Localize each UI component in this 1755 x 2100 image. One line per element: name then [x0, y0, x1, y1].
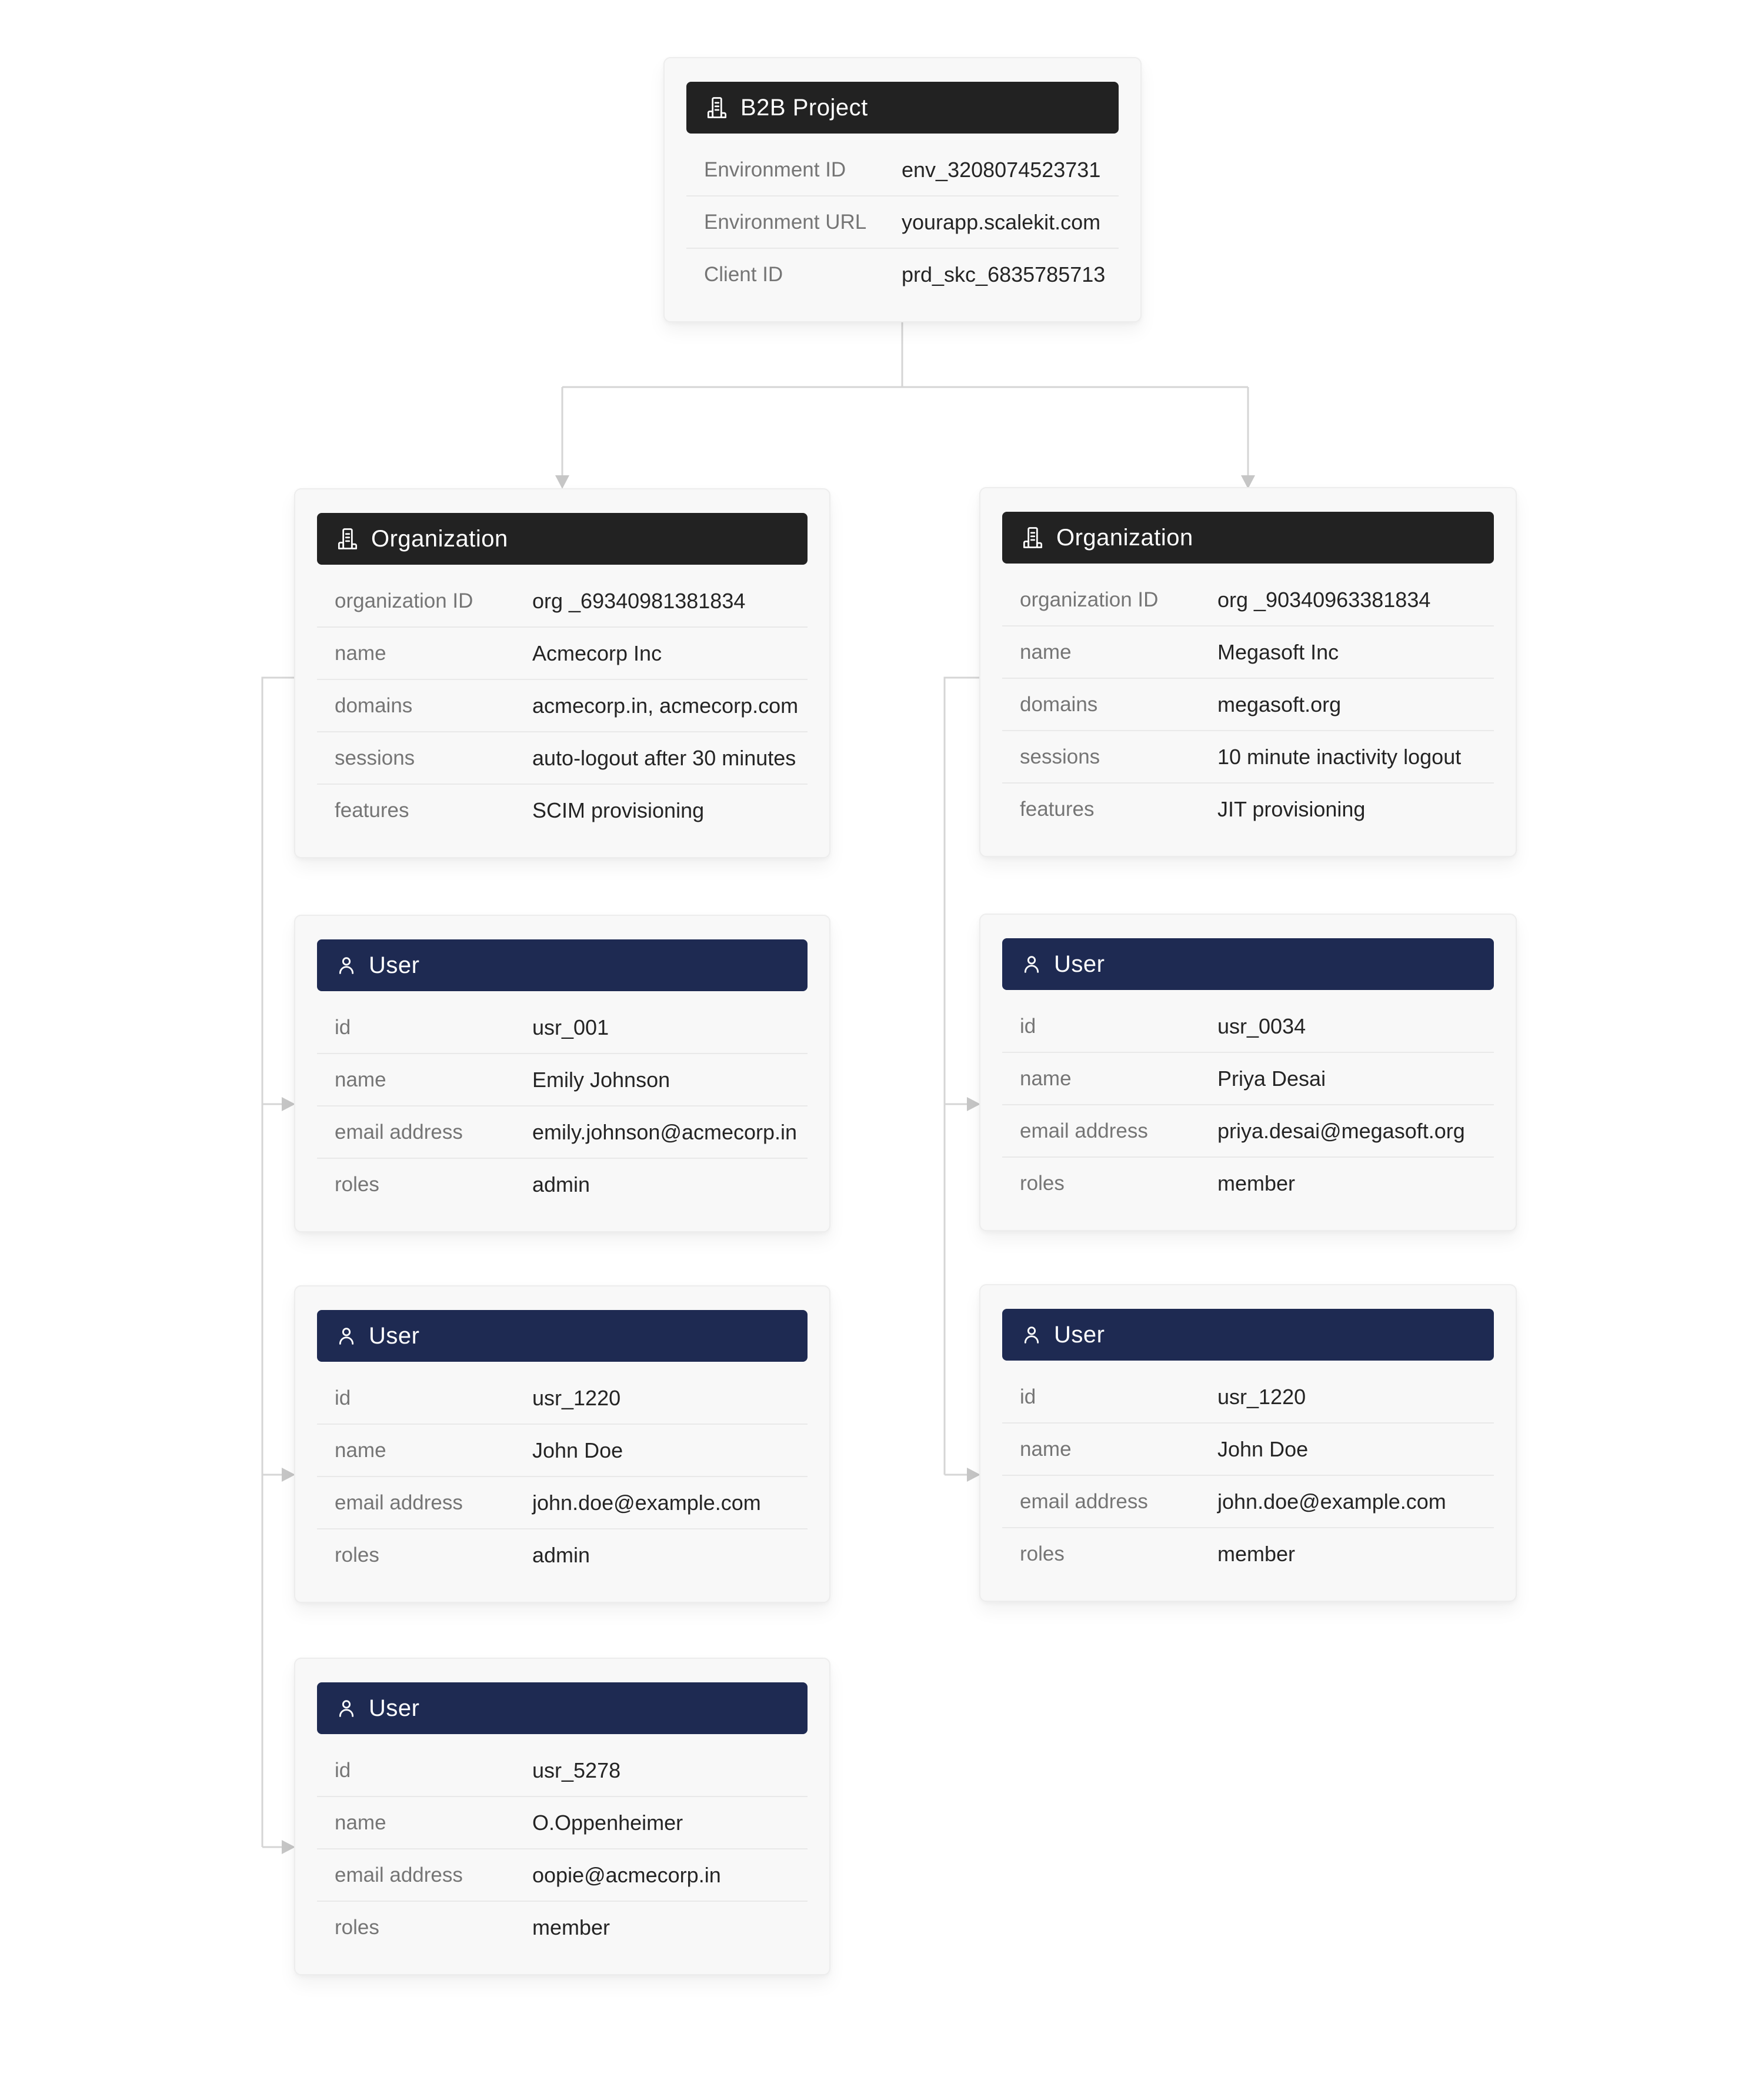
field-row-email — [1002, 1475, 1494, 1527]
field-value: org _69340981381834 — [532, 588, 746, 613]
field-value: usr_0034 — [1217, 1014, 1306, 1038]
b2b-project-title: B2B Project — [740, 94, 868, 121]
field-value: O.Oppenheimer — [532, 1810, 683, 1835]
arrow-right-user-right-2 — [967, 1468, 980, 1482]
field-value: 10 minute inactivity logout — [1217, 744, 1462, 769]
field-label: organization ID — [1020, 588, 1159, 611]
field-value: SCIM provisioning — [532, 798, 705, 822]
field-row-sessions — [317, 731, 808, 784]
field-value: usr_5278 — [532, 1758, 621, 1782]
field-label: name — [1020, 1066, 1072, 1090]
field-row-roles — [1002, 1527, 1494, 1579]
field-row-organization-id — [317, 575, 808, 626]
field-row-email — [317, 1476, 808, 1528]
field-value: member — [1217, 1541, 1296, 1566]
field-row-roles — [317, 1158, 808, 1210]
field-value: env_3208074523731 — [902, 157, 1101, 182]
user-header — [317, 1682, 808, 1734]
field-row-name — [1002, 625, 1494, 678]
building-icon — [1020, 525, 1046, 551]
user-title: User — [369, 952, 420, 978]
field-value: usr_1220 — [1217, 1384, 1306, 1409]
user-icon — [335, 954, 358, 977]
user-title: User — [369, 1695, 420, 1721]
connector-project-to-orgs — [562, 306, 1248, 478]
user-icon — [335, 1696, 358, 1720]
field-value: auto-logout after 30 minutes — [532, 745, 796, 770]
user-title: User — [1054, 951, 1105, 977]
user-icon — [335, 1324, 358, 1348]
user-header — [1002, 938, 1494, 990]
field-row-name — [317, 1796, 808, 1848]
field-label: roles — [335, 1172, 379, 1196]
field-row-roles — [317, 1901, 808, 1953]
field-value: prd_skc_6835785713 — [902, 262, 1106, 286]
field-row-environment-id — [686, 144, 1119, 195]
field-row-name — [317, 1424, 808, 1476]
field-row-email — [317, 1105, 808, 1158]
field-label: roles — [1020, 1542, 1065, 1565]
field-label: sessions — [335, 746, 415, 769]
field-row-name — [317, 626, 808, 679]
field-row-id — [1002, 1001, 1494, 1052]
organization-title: Organization — [371, 525, 508, 552]
user-title: User — [369, 1322, 420, 1349]
arrow-right-user-left-3 — [282, 1840, 295, 1854]
field-label: Environment URL — [704, 210, 867, 234]
field-row-email — [317, 1848, 808, 1901]
user-card-oppenheimer — [294, 1658, 830, 1975]
field-value: org _90340963381834 — [1217, 587, 1431, 612]
organization-header — [317, 513, 808, 565]
field-value: acmecorp.in, acmecorp.com — [532, 693, 799, 718]
user-header — [1002, 1309, 1494, 1361]
field-label: Environment ID — [704, 158, 846, 181]
organization-title: Organization — [1056, 524, 1193, 551]
field-label: id — [1020, 1385, 1036, 1408]
field-row-roles — [317, 1528, 808, 1581]
b2b-project-card — [663, 57, 1142, 322]
field-value: Megasoft Inc — [1217, 639, 1339, 664]
building-icon — [704, 95, 730, 121]
user-card-john-doe-acmecorp — [294, 1285, 830, 1603]
field-label: organization ID — [335, 589, 473, 612]
field-label: name — [1020, 1437, 1072, 1461]
field-row-id — [317, 1372, 808, 1424]
organization-header — [1002, 512, 1494, 564]
field-value: usr_001 — [532, 1015, 609, 1039]
field-row-client-id — [686, 248, 1119, 300]
field-label: features — [1020, 797, 1095, 821]
field-row-domains — [1002, 678, 1494, 730]
field-label: domains — [335, 694, 413, 717]
field-value: megasoft.org — [1217, 692, 1342, 716]
b2b-project-header — [686, 82, 1119, 134]
field-value: John Doe — [1217, 1436, 1309, 1461]
field-row-id — [317, 1745, 808, 1796]
field-label: email address — [335, 1863, 463, 1886]
field-label: name — [335, 1068, 386, 1091]
user-header — [317, 939, 808, 991]
field-row-domains — [317, 679, 808, 731]
field-label: id — [335, 1386, 351, 1409]
field-label: email address — [335, 1120, 463, 1144]
field-label: roles — [335, 1915, 379, 1939]
field-row-id — [317, 1002, 808, 1053]
arrow-down-org-left — [555, 475, 569, 489]
field-row-name — [317, 1053, 808, 1105]
user-card-priya-desai — [979, 914, 1517, 1231]
field-label: id — [335, 1015, 351, 1039]
field-label: name — [335, 1811, 386, 1834]
arrow-right-user-left-1 — [282, 1097, 295, 1111]
user-icon — [1020, 952, 1043, 976]
field-value: member — [532, 1915, 610, 1939]
field-value: admin — [532, 1172, 590, 1196]
field-row-features — [1002, 782, 1494, 835]
field-label: name — [335, 641, 386, 665]
field-label: Client ID — [704, 262, 783, 286]
field-label: roles — [335, 1543, 379, 1566]
user-card-john-doe-megasoft — [979, 1284, 1517, 1602]
field-row-name — [1002, 1052, 1494, 1104]
field-value: emily.johnson@acmecorp.in — [532, 1119, 798, 1144]
field-value: Emily Johnson — [532, 1067, 670, 1092]
field-value: usr_1220 — [532, 1385, 621, 1410]
field-row-email — [1002, 1104, 1494, 1156]
field-label: name — [1020, 640, 1072, 664]
field-value: oopie@acmecorp.in — [532, 1862, 721, 1887]
field-row-features — [317, 784, 808, 836]
field-label: email address — [1020, 1489, 1148, 1513]
field-label: id — [335, 1758, 351, 1782]
building-icon — [335, 526, 361, 552]
organization-card-megasoft — [979, 487, 1517, 857]
field-row-organization-id — [1002, 574, 1494, 625]
field-label: name — [335, 1438, 386, 1462]
arrow-right-user-left-2 — [282, 1468, 295, 1482]
field-label: domains — [1020, 692, 1098, 716]
user-title: User — [1054, 1321, 1105, 1348]
field-label: roles — [1020, 1171, 1065, 1195]
field-label: features — [335, 798, 409, 822]
field-value: John Doe — [532, 1438, 623, 1462]
field-value: Priya Desai — [1217, 1066, 1326, 1091]
user-icon — [1020, 1323, 1043, 1346]
field-label: id — [1020, 1014, 1036, 1038]
field-label: email address — [335, 1491, 463, 1514]
field-row-environment-url — [686, 195, 1119, 248]
field-label: email address — [1020, 1119, 1148, 1142]
field-value: priya.desai@megasoft.org — [1217, 1118, 1465, 1143]
field-value: Acmecorp Inc — [532, 641, 662, 665]
field-row-id — [1002, 1371, 1494, 1422]
field-value: john.doe@example.com — [1217, 1489, 1446, 1514]
user-card-emily-johnson — [294, 915, 830, 1232]
field-value: JIT provisioning — [1217, 796, 1366, 821]
field-value: yourapp.scalekit.com — [902, 209, 1101, 234]
user-header — [317, 1310, 808, 1362]
arrow-right-user-right-1 — [967, 1097, 980, 1111]
field-row-name — [1002, 1422, 1494, 1475]
organization-card-acmecorp — [294, 488, 830, 858]
field-row-sessions — [1002, 730, 1494, 782]
field-value: john.doe@example.com — [532, 1490, 761, 1515]
field-value: admin — [532, 1542, 590, 1567]
field-row-roles — [1002, 1156, 1494, 1209]
field-value: member — [1217, 1171, 1296, 1195]
field-label: sessions — [1020, 745, 1100, 768]
